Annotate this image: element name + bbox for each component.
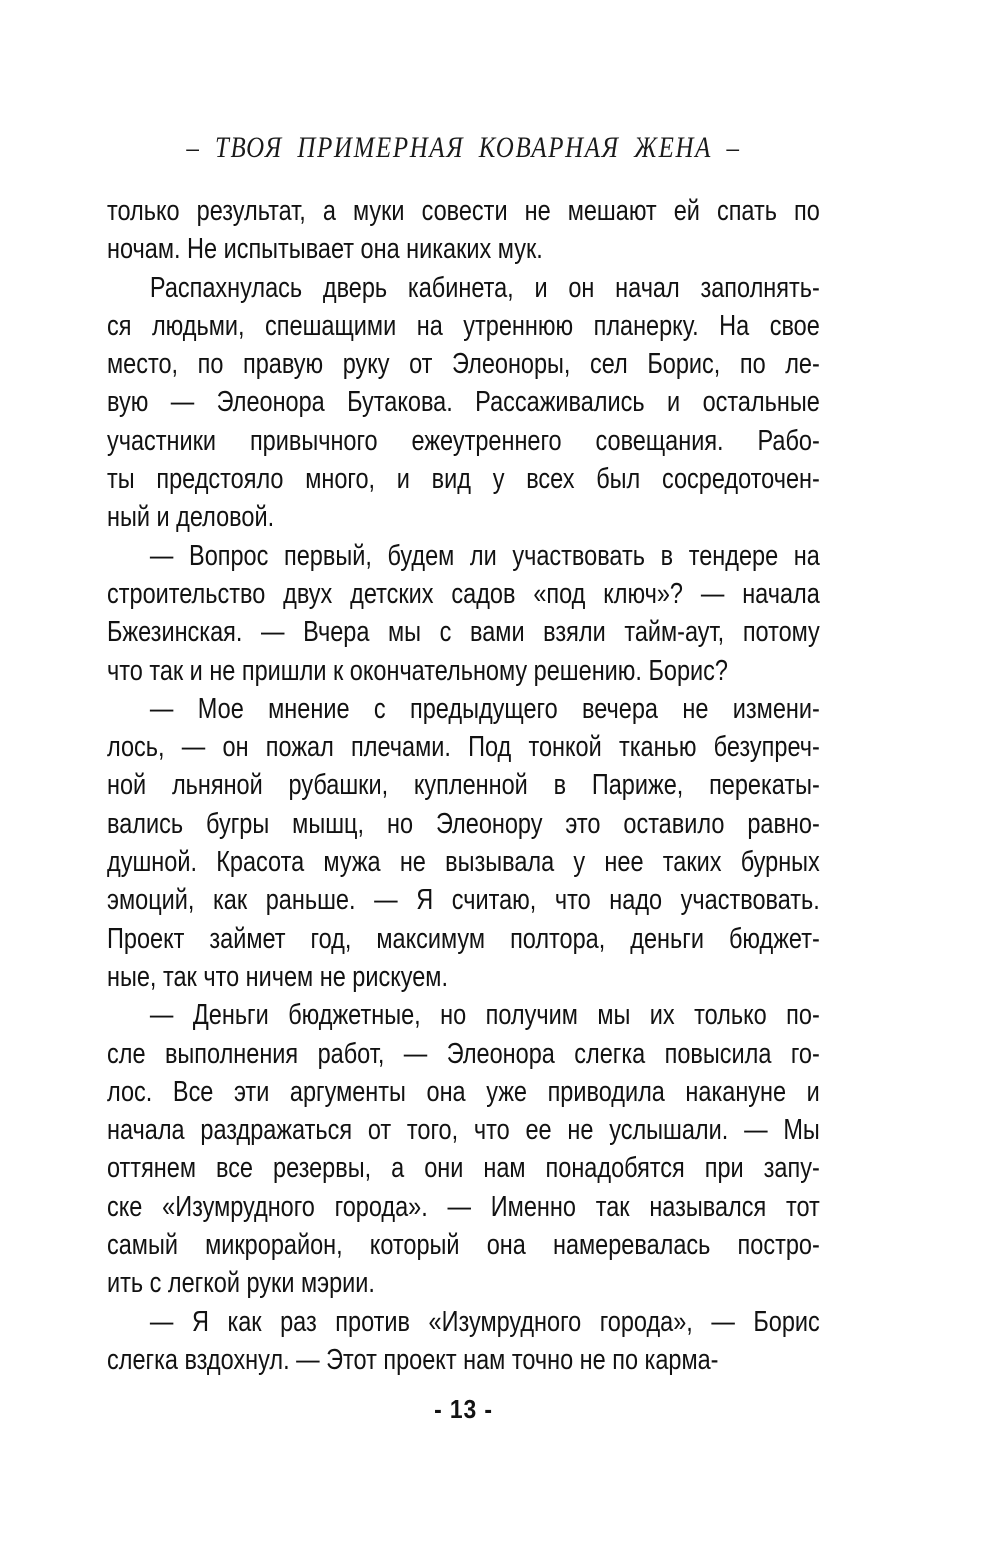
text-line: — Деньги бюджетные, но получим мы их только по- <box>149 999 820 1032</box>
page-body <box>107 192 820 1379</box>
text-line: ный и деловой. <box>107 501 275 534</box>
text-line: Проект займет год, максимум полтора, деньги бюджет- <box>107 922 820 955</box>
text-line: слегка вздохнул. — Этот проект нам точно не по карма- <box>107 1343 719 1376</box>
paragraph <box>107 192 820 269</box>
text-line: Распахнулась дверь кабинета, и он начал заполнять- <box>149 271 820 304</box>
text-line: — Мое мнение с предыдущего вечера не измени- <box>149 692 820 725</box>
running-header: – ТВОЯ ПРИМЕРНАЯ КОВАРНАЯ ЖЕНА – <box>186 131 741 164</box>
text-line: начала раздражаться от того, что ее не услышали. — Мы <box>107 1114 820 1147</box>
text-line: — Вопрос первый, будем ли участвовать в тендере на <box>149 539 820 572</box>
text-line: что так и не пришли к окончательному решению. Борис? <box>107 654 728 687</box>
text-line: лос. Все эти аргументы она уже приводила накануне и <box>107 1075 820 1108</box>
text-line: ночам. Не испытывает она никаких мук. <box>107 233 543 266</box>
text-line: оттянем все резервы, а они нам понадобятся при запу- <box>107 1152 820 1185</box>
page-number: - 13 - <box>434 1394 493 1424</box>
text-line: ты предстояло много, и вид у всех был сосредоточен- <box>107 463 820 496</box>
text-line: самый микрорайон, который она намеревалась постро- <box>107 1229 820 1262</box>
text-line: душной. Красота мужа не вызывала у нее таких бурных <box>107 846 820 879</box>
text-line: лось, — он пожал плечами. Под тонкой тканью безупреч- <box>107 731 820 764</box>
text-line: ной льняной рубашки, купленной в Париже, перекаты- <box>107 769 820 802</box>
paragraph <box>107 690 820 996</box>
text-line: ить с легкой руки мэрии. <box>107 1267 375 1300</box>
text-line: строительство двух детских садов «под ключ»? — начала <box>107 577 820 610</box>
text-line: ся людьми, спешащими на утреннюю планерку. На свое <box>107 309 820 342</box>
paragraph <box>107 537 820 690</box>
paragraph <box>107 269 820 537</box>
text-line: вались бугры мышц, но Элеонору это оставило равно- <box>107 807 820 840</box>
text-line: ске «Изумрудного города». — Именно так назывался тот <box>107 1190 820 1223</box>
text-line: участники привычного ежеутреннего совещания. Рабо- <box>107 424 820 457</box>
text-line: — Я как раз против «Изумрудного города», — Борис <box>149 1305 820 1338</box>
paragraph <box>107 996 820 1302</box>
text-line: сле выполнения работ, — Элеонора слегка повысила го- <box>107 1037 820 1070</box>
text-line: Бжезинская. — Вчера мы с вами взяли тайм-аут, потому <box>107 616 820 649</box>
text-line: только результат, а муки совести не мешают ей спать по <box>107 195 820 227</box>
text-line: вую — Элеонора Бутакова. Рассаживались и остальные <box>107 386 820 419</box>
text-line: место, по правую руку от Элеоноры, сел Борис, по ле- <box>107 348 820 381</box>
text-line: эмоций, как раньше. — Я считаю, что надо участвовать. <box>107 884 820 917</box>
text-line: ные, так что ничем не рискуем. <box>107 960 448 993</box>
paragraph <box>107 1303 820 1380</box>
